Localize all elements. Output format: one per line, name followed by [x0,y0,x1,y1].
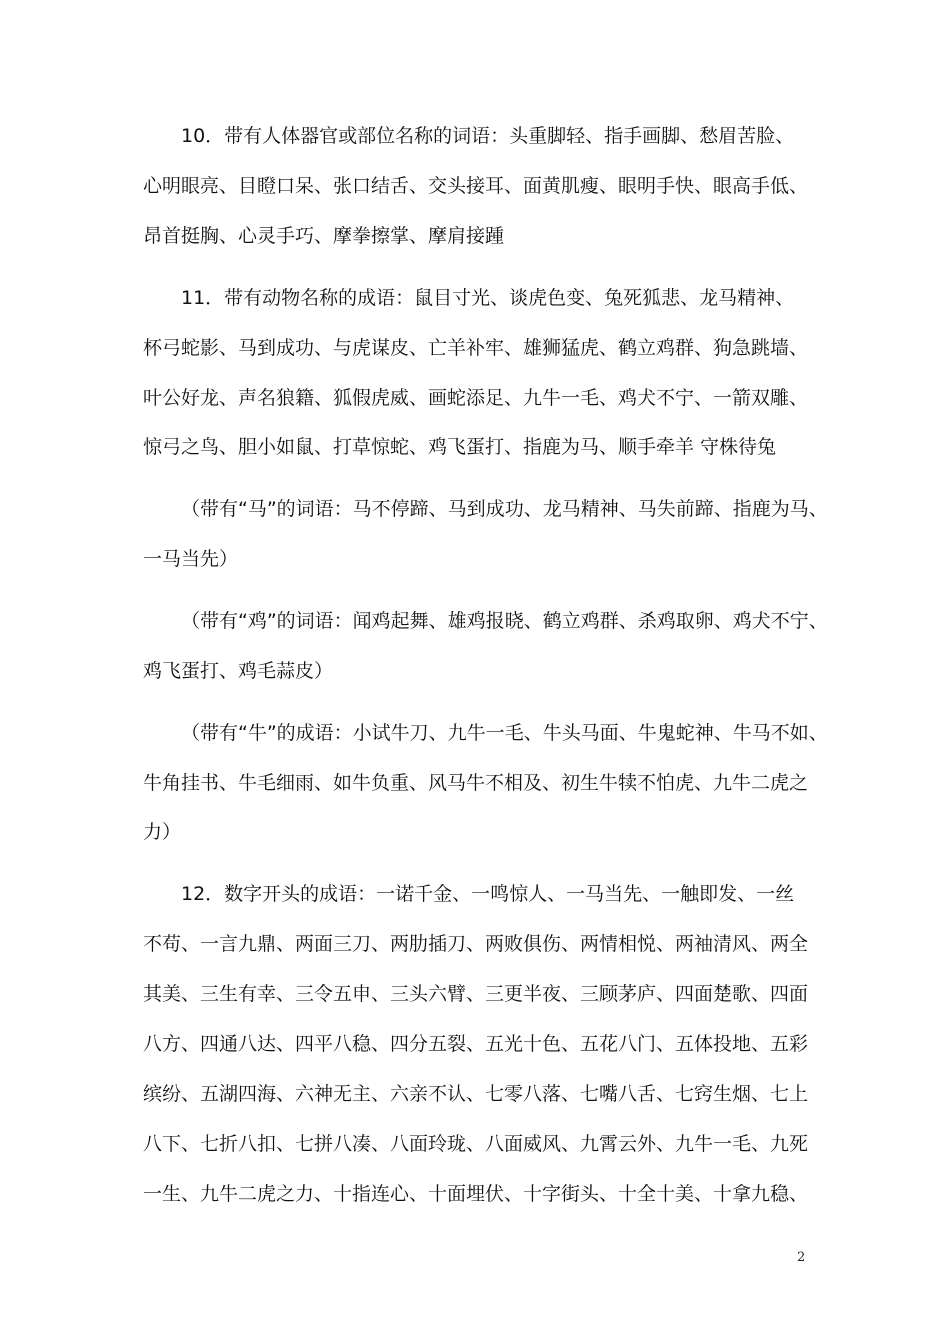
paragraph-12-line-4: 八方、四通八达、四平八稳、四分五裂、五光十色、五花八门、五体投地、五彩 [143,1033,809,1055]
paragraph-10-line-1: 10．带有人体器官或部位名称的词语：头重脚轻、指手画脚、愁眉苦脸、 [181,125,795,147]
paragraph-12-line-2: 不苟、一言九鼎、两面三刀、两肋插刀、两败俱伤、两情相悦、两袖清风、两全 [143,933,809,955]
ox-note-line-3: 力） [143,821,182,843]
paragraph-11-line-4: 惊弓之鸟、胆小如鼠、打草惊蛇、鸡飞蛋打、指鹿为马、顺手牵羊 守株待兔 [143,436,777,458]
paragraph-12-line-5: 缤纷、五湖四海、六神无主、六亲不认、七零八落、七嘴八舌、七窍生烟、七上 [143,1083,809,1105]
chicken-note-line-2: 鸡飞蛋打、鸡毛蒜皮） [143,660,334,682]
paragraph-12-line-3: 其美、三生有幸、三令五申、三头六臂、三更半夜、三顾茅庐、四面楚歌、四面 [143,983,809,1005]
paragraph-12-line-6: 八下、七折八扣、七拼八凑、八面玲珑、八面威风、九霄云外、九牛一毛、九死 [143,1133,809,1155]
ox-note-line-2: 牛角挂书、牛毛细雨、如牛负重、风马牛不相及、初生牛犊不怕虎、九牛二虎之 [143,772,809,794]
paragraph-11-line-3: 叶公好龙、声名狼籍、狐假虎威、画蛇添足、九牛一毛、鸡犬不宁、一箭双雕、 [143,387,809,409]
paragraph-11-line-1: 11．带有动物名称的成语：鼠目寸光、谈虎色变、兔死狐悲、龙马精神、 [181,287,795,309]
horse-note-line-2: 一马当先） [143,548,239,570]
paragraph-10-line-3: 昂首挺胸、心灵手巧、摩拳擦掌、摩肩接踵 [143,225,505,247]
paragraph-10-line-2: 心明眼亮、目瞪口呆、张口结舌、交头接耳、面黄肌瘦、眼明手快、眼高手低、 [143,175,809,197]
paragraph-12-line-1: 12．数字开头的成语：一诺千金、一鸣惊人、一马当先、一触即发、一丝 [181,883,795,905]
horse-note-line-1: （带有“马”的词语：马不停蹄、马到成功、龙马精神、马失前蹄、指鹿为马、 [181,498,828,520]
paragraph-11-line-2: 杯弓蛇影、马到成功、与虎谋皮、亡羊补牢、雄狮猛虎、鹤立鸡群、狗急跳墙、 [143,337,809,359]
page-number: 2 [797,1250,806,1265]
paragraph-12-line-7: 一生、九牛二虎之力、十指连心、十面埋伏、十字街头、十全十美、十拿九稳、 [143,1183,809,1205]
chicken-note-line-1: （带有“鸡”的词语：闻鸡起舞、雄鸡报晓、鹤立鸡群、杀鸡取卵、鸡犬不宁、 [181,610,828,632]
ox-note-line-1: （带有“牛”的成语：小试牛刀、九牛一毛、牛头马面、牛鬼蛇神、牛马不如、 [181,722,828,744]
